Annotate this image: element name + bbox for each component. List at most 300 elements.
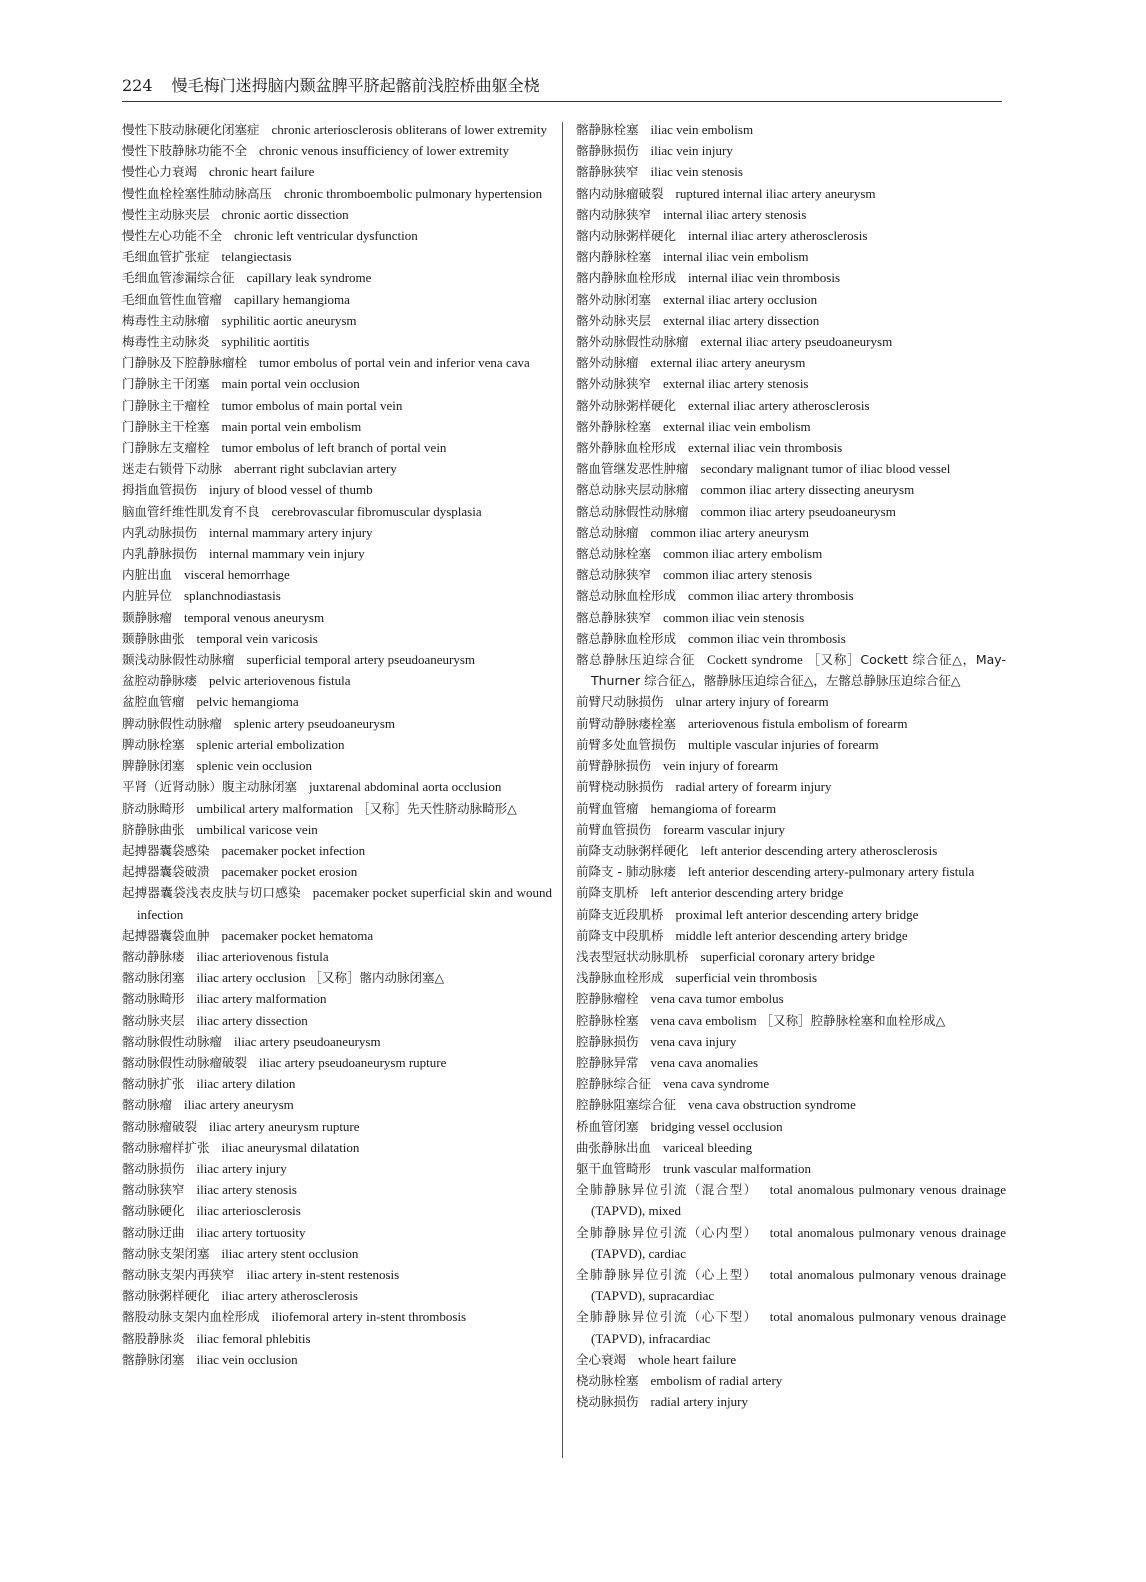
english-term: internal iliac vein embolism bbox=[663, 249, 809, 265]
chinese-term: 髂动脉扩张 bbox=[122, 1076, 185, 1092]
chinese-term: 髂动脉假性动脉瘤破裂 bbox=[122, 1054, 248, 1070]
chinese-term: 髂动脉夹层 bbox=[122, 1012, 185, 1028]
english-term: splenic vein occlusion bbox=[196, 758, 313, 774]
glossary-entry bbox=[576, 416, 1006, 437]
glossary-entry bbox=[576, 649, 1006, 691]
glossary-entry bbox=[122, 1285, 552, 1306]
glossary-entry bbox=[122, 1116, 552, 1137]
glossary-entry bbox=[122, 1222, 552, 1243]
chinese-term: 颞静脉瘤 bbox=[122, 609, 173, 625]
chinese-term: 髂总动脉血栓形成 bbox=[576, 588, 677, 604]
glossary-entry bbox=[122, 988, 552, 1009]
chinese-term: 髂静脉损伤 bbox=[576, 143, 639, 159]
english-term: vena cava obstruction syndrome bbox=[688, 1097, 856, 1113]
glossary-entry bbox=[122, 691, 552, 712]
glossary-entry bbox=[122, 946, 552, 967]
chinese-term: 躯干血管畸形 bbox=[576, 1160, 652, 1176]
chinese-term: 髂内动脉狭窄 bbox=[576, 206, 652, 222]
glossary-entry bbox=[576, 543, 1006, 564]
english-term: whole heart failure bbox=[638, 1351, 737, 1367]
glossary-entry bbox=[122, 183, 552, 204]
synonym-note: ［又称］髂内动脉闭塞△ bbox=[309, 970, 445, 986]
glossary-entry bbox=[576, 734, 1006, 755]
chinese-term: 颞静脉曲张 bbox=[122, 630, 185, 646]
chinese-term: 髂动脉狭窄 bbox=[122, 1182, 185, 1198]
glossary-entry bbox=[122, 1264, 552, 1285]
chinese-term: 内乳静脉损伤 bbox=[122, 546, 198, 562]
glossary-entry bbox=[576, 967, 1006, 988]
chinese-term: 髂动脉支架内再狭窄 bbox=[122, 1266, 235, 1282]
english-term: iliac aneurysmal dilatation bbox=[221, 1139, 360, 1155]
english-term: bridging vessel occlusion bbox=[650, 1118, 783, 1134]
english-term: vena cava injury bbox=[650, 1033, 737, 1049]
english-term: main portal vein embolism bbox=[221, 418, 362, 434]
chinese-term: 脾动脉假性动脉瘤 bbox=[122, 715, 223, 731]
chinese-term: 慢性血栓栓塞性肺动脉高压 bbox=[122, 185, 273, 201]
chinese-term: 髂内动脉粥样硬化 bbox=[576, 228, 677, 244]
glossary-entry bbox=[122, 1031, 552, 1052]
chinese-term: 毛细血管性血管瘤 bbox=[122, 291, 223, 307]
chinese-term: 髂血管继发恶性肿瘤 bbox=[576, 461, 689, 477]
english-term: embolism of radial artery bbox=[650, 1372, 783, 1388]
english-term: capillary leak syndrome bbox=[246, 270, 372, 286]
glossary-entry bbox=[122, 1158, 552, 1179]
english-term: iliac artery stent occlusion bbox=[221, 1245, 359, 1261]
chinese-term: 髂动脉假性动脉瘤 bbox=[122, 1033, 223, 1049]
glossary-entry bbox=[576, 1158, 1006, 1179]
glossary-entry bbox=[576, 204, 1006, 225]
chinese-term: 全心衰竭 bbox=[576, 1351, 627, 1367]
running-title: 慢毛梅门迷拇脑内颞盆脾平脐起髂前浅腔桥曲躯全桡 bbox=[171, 76, 540, 95]
english-term: pacemaker pocket hematoma bbox=[221, 927, 374, 943]
glossary-entry bbox=[122, 1243, 552, 1264]
english-term: internal iliac artery stenosis bbox=[663, 206, 807, 222]
glossary-entry bbox=[122, 840, 552, 861]
glossary-entry bbox=[122, 628, 552, 649]
english-term: vein injury of forearm bbox=[663, 758, 779, 774]
glossary-entry bbox=[122, 564, 552, 585]
english-term: iliac vein stenosis bbox=[650, 164, 743, 180]
chinese-term: 门静脉主干闭塞 bbox=[122, 376, 210, 392]
glossary-entry bbox=[576, 1179, 1006, 1221]
glossary-entry bbox=[122, 755, 552, 776]
english-term: iliac artery in-stent restenosis bbox=[246, 1266, 400, 1282]
chinese-term: 前臂血管损伤 bbox=[576, 821, 652, 837]
glossary-entry bbox=[576, 1031, 1006, 1052]
glossary-entry bbox=[576, 289, 1006, 310]
glossary-entry bbox=[122, 1052, 552, 1073]
chinese-term: 髂动脉硬化 bbox=[122, 1203, 185, 1219]
chinese-term: 慢性心力衰竭 bbox=[122, 164, 198, 180]
page-number: 224 bbox=[122, 76, 153, 95]
chinese-term: 髂总动脉瘤 bbox=[576, 524, 639, 540]
glossary-entry bbox=[576, 161, 1006, 182]
english-term: iliac vein occlusion bbox=[196, 1351, 298, 1367]
english-term: superficial vein thrombosis bbox=[675, 970, 818, 986]
glossary-entry bbox=[122, 607, 552, 628]
glossary-entry bbox=[576, 310, 1006, 331]
english-term: left anterior descending artery atherosclerosis bbox=[700, 842, 938, 858]
english-term: vena cava anomalies bbox=[650, 1054, 759, 1070]
glossary-entry bbox=[576, 331, 1006, 352]
chinese-term: 髂动静脉瘘 bbox=[122, 948, 185, 964]
english-term: Cockett syndrome bbox=[707, 652, 803, 668]
chinese-term: 前臂血管瘤 bbox=[576, 800, 639, 816]
english-term: internal iliac artery atherosclerosis bbox=[688, 228, 868, 244]
glossary-entry bbox=[576, 458, 1006, 479]
english-term: iliac vein injury bbox=[650, 143, 733, 159]
english-term: external iliac artery occlusion bbox=[663, 291, 818, 307]
chinese-term: 腔静脉损伤 bbox=[576, 1033, 639, 1049]
chinese-term: 起搏器囊袋破溃 bbox=[122, 864, 210, 880]
glossary-entry bbox=[122, 585, 552, 606]
chinese-term: 髂总静脉压迫综合征 bbox=[576, 652, 696, 668]
english-term: iliac femoral phlebitis bbox=[196, 1330, 311, 1346]
left-column bbox=[122, 119, 552, 1370]
chinese-term: 髂动脉粥样硬化 bbox=[122, 1288, 210, 1304]
english-term: tumor embolus of left branch of portal vein bbox=[221, 440, 447, 456]
glossary-entry bbox=[576, 585, 1006, 606]
english-term: aberrant right subclavian artery bbox=[234, 461, 397, 477]
chinese-term: 髂总动脉栓塞 bbox=[576, 546, 652, 562]
chinese-term: 髂动脉迂曲 bbox=[122, 1224, 185, 1240]
english-term: arteriovenous fistula embolism of forearm bbox=[688, 715, 908, 731]
chinese-term: 脾动脉栓塞 bbox=[122, 736, 185, 752]
glossary-entry bbox=[122, 1073, 552, 1094]
glossary-entry bbox=[576, 1052, 1006, 1073]
glossary-entry bbox=[576, 373, 1006, 394]
glossary-entry bbox=[122, 225, 552, 246]
english-term: radial artery injury bbox=[650, 1394, 748, 1410]
glossary-entry bbox=[122, 373, 552, 394]
english-term: capillary hemangioma bbox=[234, 291, 350, 307]
english-term: iliac artery atherosclerosis bbox=[221, 1288, 358, 1304]
english-term: external iliac vein thrombosis bbox=[688, 440, 843, 456]
chinese-term: 前降支 - 肺动脉瘘 bbox=[576, 864, 676, 880]
chinese-term: 起搏器囊袋浅表皮肤与切口感染 bbox=[122, 885, 301, 901]
chinese-term: 曲张静脉出血 bbox=[576, 1139, 652, 1155]
chinese-term: 慢性下肢静脉功能不全 bbox=[122, 143, 248, 159]
english-term: external iliac artery atherosclerosis bbox=[688, 397, 870, 413]
glossary-entry bbox=[122, 458, 552, 479]
english-term: middle left anterior descending artery bridge bbox=[675, 927, 908, 943]
glossary-entry bbox=[576, 798, 1006, 819]
glossary-entry bbox=[122, 352, 552, 373]
english-term: telangiectasis bbox=[221, 249, 292, 265]
glossary-entry bbox=[122, 289, 552, 310]
english-term: iliofemoral artery in-stent thrombosis bbox=[271, 1309, 467, 1325]
glossary-entry bbox=[576, 1010, 1006, 1031]
glossary-entry bbox=[122, 395, 552, 416]
english-term: common iliac artery embolism bbox=[663, 546, 823, 562]
english-term: chronic heart failure bbox=[209, 164, 315, 180]
glossary-entry bbox=[122, 861, 552, 882]
glossary-entry bbox=[576, 925, 1006, 946]
chinese-term: 髂外动脉狭窄 bbox=[576, 376, 652, 392]
english-term: tumor embolus of portal vein and inferior vena cava bbox=[259, 355, 530, 371]
chinese-term: 髂动脉支架闭塞 bbox=[122, 1245, 210, 1261]
english-term: common iliac artery stenosis bbox=[663, 567, 813, 583]
english-term: syphilitic aortitis bbox=[221, 334, 310, 350]
english-term: superficial coronary artery bridge bbox=[700, 948, 875, 964]
chinese-term: 全肺静脉异位引流（心下型） bbox=[576, 1309, 758, 1325]
english-term: iliac artery dissection bbox=[196, 1012, 308, 1028]
glossary-entry bbox=[576, 564, 1006, 585]
chinese-term: 髂动脉畸形 bbox=[122, 991, 185, 1007]
chinese-term: 前降支肌桥 bbox=[576, 885, 639, 901]
chinese-term: 迷走右锁骨下动脉 bbox=[122, 461, 223, 477]
glossary-entry bbox=[576, 1306, 1006, 1348]
glossary-entry bbox=[122, 267, 552, 288]
glossary-entry bbox=[122, 713, 552, 734]
glossary-entry bbox=[122, 501, 552, 522]
english-term: iliac artery pseudoaneurysm rupture bbox=[259, 1054, 447, 1070]
english-term: variceal bleeding bbox=[663, 1139, 753, 1155]
english-term: common iliac artery dissecting aneurysm bbox=[700, 482, 915, 498]
glossary-entry bbox=[122, 331, 552, 352]
english-term: chronic thromboembolic pulmonary hypertension bbox=[284, 185, 543, 201]
english-term: radial artery of forearm injury bbox=[675, 779, 832, 795]
english-term: external iliac artery aneurysm bbox=[650, 355, 806, 371]
english-term: pelvic hemangioma bbox=[196, 694, 299, 710]
glossary-entry bbox=[576, 140, 1006, 161]
page-header bbox=[122, 75, 1002, 102]
english-term: ulnar artery injury of forearm bbox=[675, 694, 829, 710]
chinese-term: 髂外动脉夹层 bbox=[576, 312, 652, 328]
english-term: forearm vascular injury bbox=[663, 821, 786, 837]
glossary-entry bbox=[122, 310, 552, 331]
glossary-entry bbox=[122, 204, 552, 225]
chinese-term: 毛细血管扩张症 bbox=[122, 249, 210, 265]
chinese-term: 全肺静脉异位引流（心内型） bbox=[576, 1224, 758, 1240]
chinese-term: 前臂静脉损伤 bbox=[576, 758, 652, 774]
glossary-entry bbox=[122, 479, 552, 500]
english-term: vena cava syndrome bbox=[663, 1076, 770, 1092]
chinese-term: 慢性主动脉夹层 bbox=[122, 206, 210, 222]
glossary-entry bbox=[576, 988, 1006, 1009]
chinese-term: 前臂桡动脉损伤 bbox=[576, 779, 664, 795]
chinese-term: 腔静脉栓塞 bbox=[576, 1012, 639, 1028]
chinese-term: 髂动脉闭塞 bbox=[122, 970, 185, 986]
chinese-term: 髂静脉狭窄 bbox=[576, 164, 639, 180]
glossary-entry bbox=[122, 140, 552, 161]
chinese-term: 桡动脉栓塞 bbox=[576, 1372, 639, 1388]
english-term: chronic left ventricular dysfunction bbox=[234, 228, 418, 244]
chinese-term: 浅静脉血栓形成 bbox=[576, 970, 664, 986]
english-term: cerebrovascular fibromuscular dysplasia bbox=[271, 503, 482, 519]
chinese-term: 髂静脉栓塞 bbox=[576, 122, 639, 137]
chinese-term: 髂外静脉血栓形成 bbox=[576, 440, 677, 456]
chinese-term: 拇指血管损伤 bbox=[122, 482, 198, 498]
english-term: left anterior descending artery bridge bbox=[650, 885, 844, 901]
chinese-term: 髂内静脉血栓形成 bbox=[576, 270, 677, 286]
chinese-term: 髂动脉损伤 bbox=[122, 1160, 185, 1176]
chinese-term: 髂总静脉狭窄 bbox=[576, 609, 652, 625]
english-term: external iliac artery stenosis bbox=[663, 376, 809, 392]
chinese-term: 慢性左心功能不全 bbox=[122, 228, 223, 244]
chinese-term: 门静脉主干栓塞 bbox=[122, 418, 210, 434]
glossary-entry bbox=[122, 776, 552, 797]
english-term: chronic aortic dissection bbox=[221, 206, 349, 222]
chinese-term: 腔静脉瘤栓 bbox=[576, 991, 639, 1007]
chinese-term: 盆腔血管瘤 bbox=[122, 694, 185, 710]
glossary-entry bbox=[122, 819, 552, 840]
glossary-entry bbox=[576, 1137, 1006, 1158]
english-term: pelvic arteriovenous fistula bbox=[209, 673, 351, 689]
glossary-entry bbox=[576, 713, 1006, 734]
english-term: juxtarenal abdominal aorta occlusion bbox=[309, 779, 502, 795]
synonym-note: ［又称］腔静脉栓塞和血栓形成△ bbox=[760, 1012, 946, 1028]
column-divider bbox=[562, 122, 563, 1458]
glossary-entry bbox=[576, 352, 1006, 373]
glossary-entry bbox=[576, 1264, 1006, 1306]
glossary-entry bbox=[122, 1200, 552, 1221]
glossary-entry bbox=[122, 882, 552, 924]
chinese-term: 毛细血管渗漏综合征 bbox=[122, 270, 235, 286]
glossary-entry bbox=[576, 479, 1006, 500]
chinese-term: 髂总动脉狭窄 bbox=[576, 567, 652, 583]
chinese-term: 脑血管纤维性肌发育不良 bbox=[122, 503, 260, 519]
chinese-term: 桡动脉损伤 bbox=[576, 1394, 639, 1410]
english-term: iliac artery pseudoaneurysm bbox=[234, 1033, 381, 1049]
english-term: multiple vascular injuries of forearm bbox=[688, 736, 879, 752]
glossary-entry bbox=[576, 607, 1006, 628]
glossary-entry bbox=[122, 925, 552, 946]
english-term: visceral hemorrhage bbox=[184, 567, 290, 583]
english-term: pacemaker pocket infection bbox=[221, 842, 366, 858]
chinese-term: 门静脉及下腔静脉瘤栓 bbox=[122, 355, 248, 371]
english-term: syphilitic aortic aneurysm bbox=[221, 312, 357, 328]
chinese-term: 髂外动脉闭塞 bbox=[576, 291, 652, 307]
chinese-term: 前臂多处血管损伤 bbox=[576, 736, 677, 752]
english-term: external iliac vein embolism bbox=[663, 418, 811, 434]
synonym-note: ［又称］Cockett 综合征△，May-Thurner 综合征△，髂静脉压迫综合征△，左髂总静脉压迫综合征△ bbox=[591, 652, 1006, 689]
english-term: superficial temporal artery pseudoaneurysm bbox=[246, 652, 476, 668]
chinese-term: 梅毒性主动脉瘤 bbox=[122, 312, 210, 328]
english-term: total anomalous pulmonary venous drainage (TAPVD), mixed bbox=[591, 1182, 1006, 1219]
chinese-term: 髂内静脉栓塞 bbox=[576, 249, 652, 265]
english-term: external iliac artery pseudoaneurysm bbox=[700, 334, 893, 350]
chinese-term: 内乳动脉损伤 bbox=[122, 524, 198, 540]
glossary-entry bbox=[576, 437, 1006, 458]
glossary-entry bbox=[122, 246, 552, 267]
right-column bbox=[576, 119, 1006, 1412]
english-term: total anomalous pulmonary venous drainage (TAPVD), cardiac bbox=[591, 1224, 1006, 1261]
english-term: umbilical varicose vein bbox=[196, 821, 318, 837]
glossary-entry bbox=[576, 1094, 1006, 1115]
chinese-term: 桥血管闭塞 bbox=[576, 1118, 639, 1134]
chinese-term: 髂总动脉假性动脉瘤 bbox=[576, 503, 689, 519]
english-term: iliac artery stenosis bbox=[196, 1182, 297, 1198]
chinese-term: 髂动脉瘤破裂 bbox=[122, 1118, 198, 1134]
english-term: iliac artery malformation bbox=[196, 991, 327, 1007]
english-term: iliac vein embolism bbox=[650, 122, 754, 137]
glossary-entry bbox=[576, 1349, 1006, 1370]
glossary-entry bbox=[122, 543, 552, 564]
english-term: total anomalous pulmonary venous drainage (TAPVD), supracardiac bbox=[591, 1266, 1006, 1304]
chinese-term: 髂外动脉假性动脉瘤 bbox=[576, 334, 689, 350]
glossary-entry bbox=[122, 649, 552, 670]
glossary-entry bbox=[576, 522, 1006, 543]
english-term: splanchnodiastasis bbox=[184, 588, 281, 604]
glossary-entry bbox=[576, 691, 1006, 712]
english-term: splenic arterial embolization bbox=[196, 736, 345, 752]
english-term: pacemaker pocket erosion bbox=[221, 864, 358, 880]
chinese-term: 髂外静脉栓塞 bbox=[576, 418, 652, 434]
chinese-term: 脾静脉闭塞 bbox=[122, 758, 185, 774]
glossary-entry bbox=[122, 1137, 552, 1158]
chinese-term: 髂静脉闭塞 bbox=[122, 1351, 185, 1367]
glossary-entry bbox=[122, 119, 552, 140]
chinese-term: 慢性下肢动脉硬化闭塞症 bbox=[122, 122, 260, 137]
english-term: tumor embolus of main portal vein bbox=[221, 397, 403, 413]
glossary-entry bbox=[576, 246, 1006, 267]
english-term: common iliac vein thrombosis bbox=[688, 630, 846, 646]
chinese-term: 腔静脉阻塞综合征 bbox=[576, 1097, 677, 1113]
chinese-term: 髂总静脉血栓形成 bbox=[576, 630, 677, 646]
glossary-entry bbox=[122, 734, 552, 755]
english-term: internal mammary vein injury bbox=[209, 546, 365, 562]
glossary-entry bbox=[122, 1010, 552, 1031]
glossary-entry bbox=[576, 1073, 1006, 1094]
glossary-entry bbox=[576, 225, 1006, 246]
chinese-term: 前臂尺动脉损伤 bbox=[576, 694, 664, 710]
glossary-entry bbox=[576, 1116, 1006, 1137]
chinese-term: 前降支近段肌桥 bbox=[576, 906, 664, 922]
chinese-term: 全肺静脉异位引流（混合型） bbox=[576, 1182, 758, 1198]
chinese-term: 脐静脉曲张 bbox=[122, 821, 185, 837]
glossary-entry bbox=[576, 119, 1006, 140]
glossary-entry bbox=[122, 670, 552, 691]
glossary-entry bbox=[576, 840, 1006, 861]
glossary-entry bbox=[576, 1370, 1006, 1391]
english-term: chronic arteriosclerosis obliterans of lower extremity bbox=[271, 122, 547, 137]
chinese-term: 腔静脉综合征 bbox=[576, 1076, 652, 1092]
english-term: iliac artery dilation bbox=[196, 1076, 296, 1092]
chinese-term: 腔静脉异常 bbox=[576, 1054, 639, 1070]
english-term: proximal left anterior descending artery bridge bbox=[675, 906, 919, 922]
glossary-entry bbox=[576, 776, 1006, 797]
chinese-term: 髂股动脉支架内血栓形成 bbox=[122, 1309, 260, 1325]
english-term: pacemaker pocket superficial skin and wound infection bbox=[137, 885, 552, 922]
english-term: hemangioma of forearm bbox=[650, 800, 777, 816]
english-term: secondary malignant tumor of iliac blood vessel bbox=[700, 461, 951, 477]
english-term: ruptured internal iliac artery aneurysm bbox=[675, 185, 876, 201]
glossary-entry bbox=[122, 1094, 552, 1115]
glossary-entry bbox=[122, 798, 552, 819]
english-term: iliac artery aneurysm bbox=[184, 1097, 294, 1113]
chinese-term: 内脏出血 bbox=[122, 567, 173, 583]
chinese-term: 髂动脉瘤样扩张 bbox=[122, 1139, 210, 1155]
chinese-term: 脐动脉畸形 bbox=[122, 800, 185, 816]
glossary-entry bbox=[122, 967, 552, 988]
english-term: trunk vascular malformation bbox=[663, 1160, 812, 1176]
glossary-entry bbox=[576, 501, 1006, 522]
glossary-entry bbox=[122, 1179, 552, 1200]
glossary-entry bbox=[576, 819, 1006, 840]
glossary-entry bbox=[122, 522, 552, 543]
english-term: iliac artery injury bbox=[196, 1160, 287, 1176]
english-term: internal iliac vein thrombosis bbox=[688, 270, 841, 286]
english-term: common iliac artery pseudoaneurysm bbox=[700, 503, 896, 519]
english-term: chronic venous insufficiency of lower extremity bbox=[259, 143, 509, 159]
english-term: iliac artery occlusion bbox=[196, 970, 306, 986]
chinese-term: 起搏器囊袋感染 bbox=[122, 842, 210, 858]
glossary-entry bbox=[122, 1328, 552, 1349]
english-term: common iliac artery aneurysm bbox=[650, 524, 809, 540]
chinese-term: 前臂动静脉瘘栓塞 bbox=[576, 715, 677, 731]
chinese-term: 内脏异位 bbox=[122, 588, 173, 604]
